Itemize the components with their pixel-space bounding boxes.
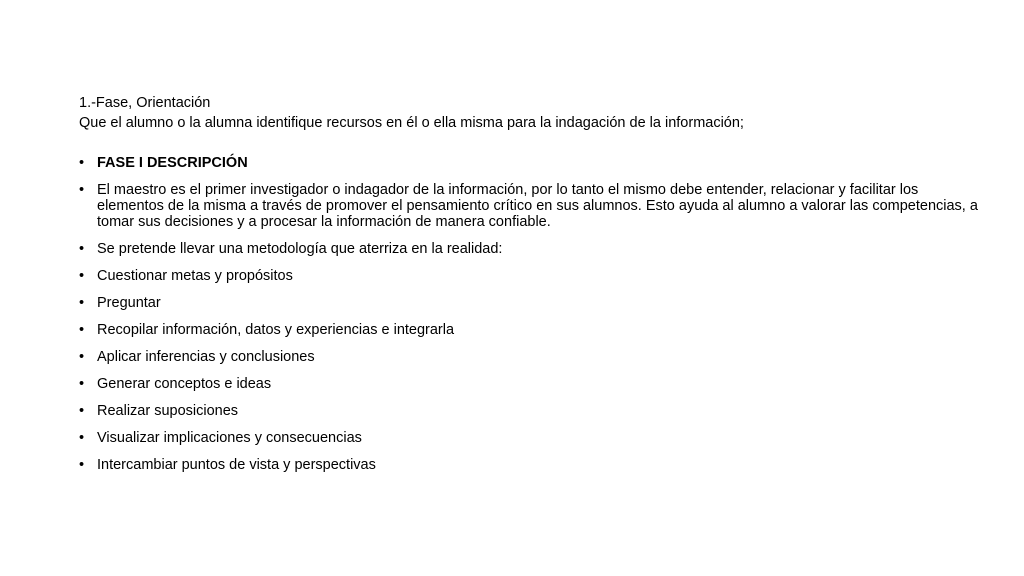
section-heading: FASE I DESCRIPCIÓN [97,155,248,171]
bullet-icon: • [79,349,85,365]
bullet-icon: • [79,241,85,257]
bullet-item [79,430,979,446]
bullet-icon: • [79,268,85,284]
bullet-item [79,403,979,419]
bullet-item [79,295,979,311]
phase-title: 1.-Fase, Orientación [79,95,211,111]
phase-objective: Que el alumno o la alumna identifique recursos en él o ella misma para la indagación de la información; [79,115,744,131]
bullet-text: Generar conceptos e ideas [97,376,272,392]
bullet-item [79,376,979,392]
bullet-text: Intercambiar puntos de vista y perspectivas [97,457,376,473]
bullet-text: Se pretende llevar una metodología que aterriza en la realidad: [97,241,503,257]
bullet-icon: • [79,430,85,446]
bullet-item [79,457,979,473]
bullet-text: Realizar suposiciones [97,403,239,419]
bullet-icon: • [79,403,85,419]
bullet-item [79,182,979,230]
bullet-text: Cuestionar metas y propósitos [97,268,293,284]
intro-block [79,93,979,133]
bullet-text: Visualizar implicaciones y consecuencias [97,430,362,446]
bullet-text: El maestro es el primer investigador o indagador de la información, por lo tanto el mismo debe entender, relacionar y facilitar los elementos de la misma a través de promover el pensamiento crítico en sus alumnos. Esto ayuda al alumno a valorar las competencias, a tomar sus decisiones y a procesar la información de manera confiable. [97,182,978,230]
bullet-icon: • [79,457,85,473]
bullet-icon: • [79,322,85,338]
bullet-text: Recopilar información, datos y experiencias e integrarla [97,322,455,338]
bullet-text: Aplicar inferencias y conclusiones [97,349,315,365]
bullet-text: Preguntar [97,295,161,311]
bullet-icon: • [79,376,85,392]
bullet-list [79,155,979,484]
bullet-item [79,268,979,284]
bullet-item [79,241,979,257]
bullet-icon: • [79,155,85,171]
bullet-icon: • [79,295,85,311]
bullet-icon: • [79,182,85,198]
bullet-item [79,155,979,171]
bullet-item [79,322,979,338]
bullet-item [79,349,979,365]
